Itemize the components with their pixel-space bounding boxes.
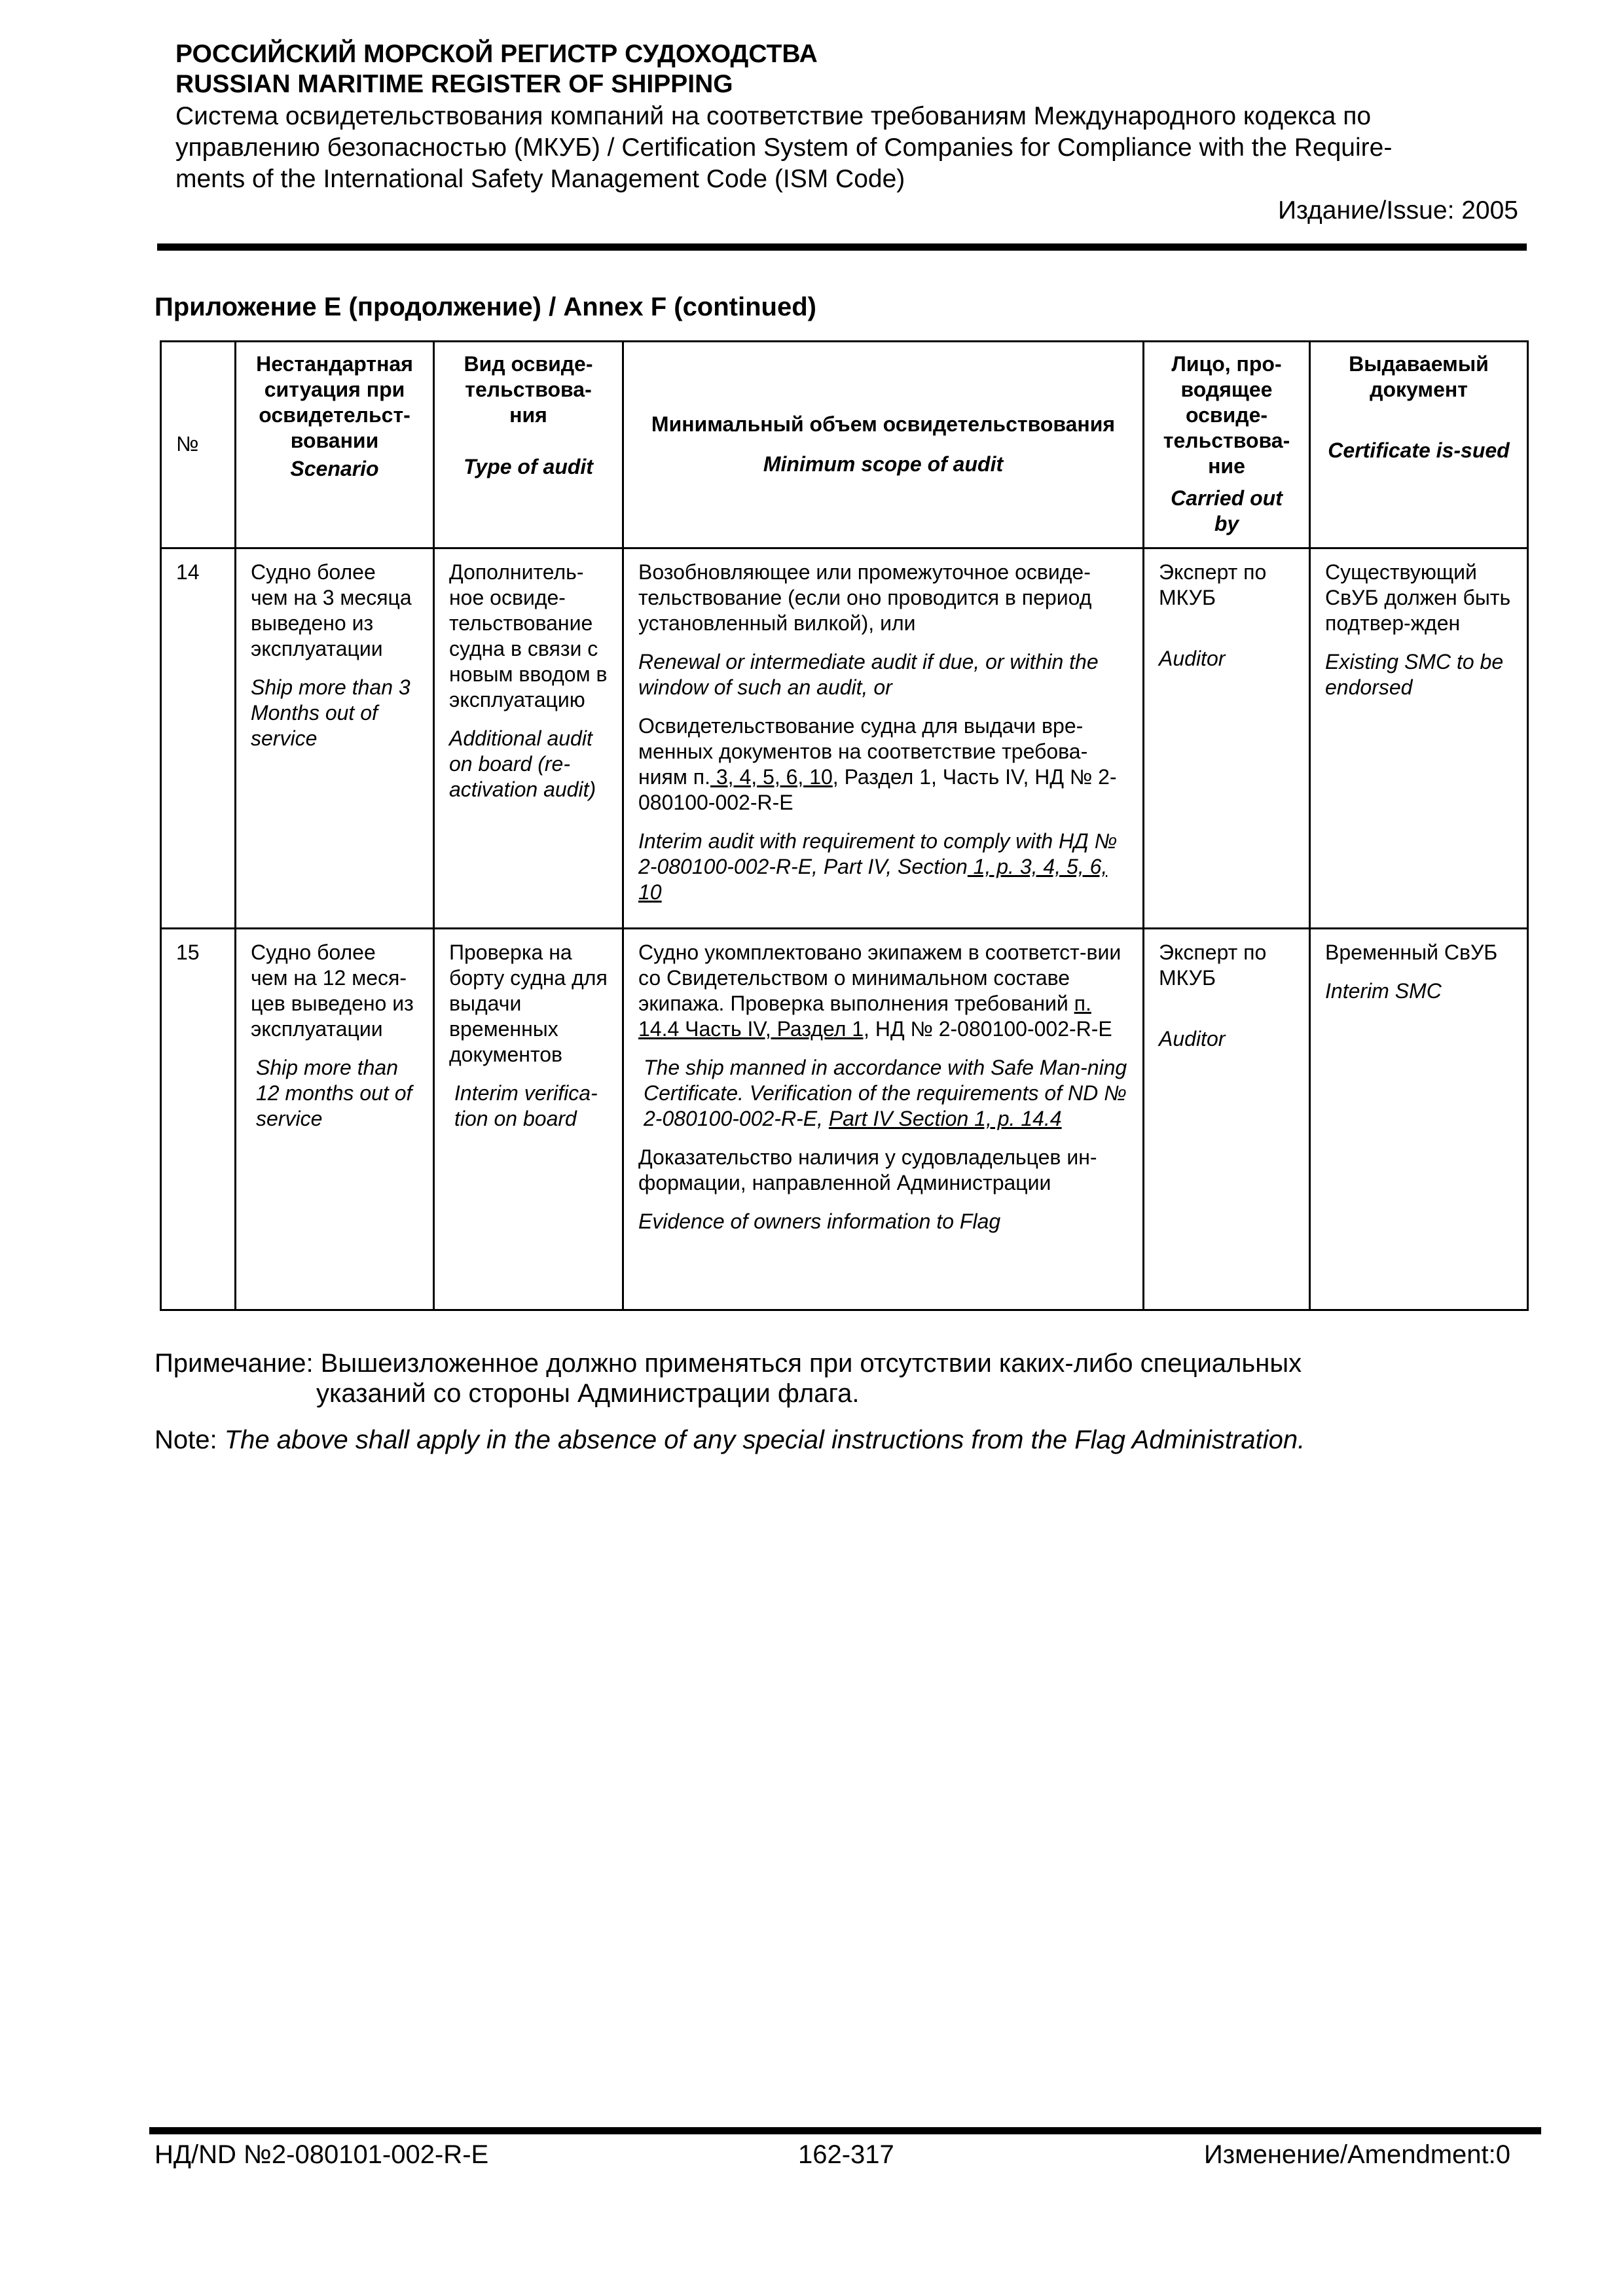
certificate-ru: Существующий СвУБ должен быть подтвер-жден [1325, 560, 1511, 635]
carried-out-by-cell [1144, 548, 1310, 929]
system-title [175, 101, 1524, 195]
table-row [161, 929, 1528, 1310]
header-scenario [236, 342, 434, 548]
header-type [434, 342, 623, 548]
scope-paragraph-ru [638, 940, 1128, 1042]
footer-doc-code: НД/ND №2-080101-002-R-E [155, 2140, 489, 2169]
footer-page-number: 162-317 [798, 2140, 894, 2169]
system-title-line-1: Система освидетельствования компаний на соответствие требованиям Международного кодекса по [175, 102, 1372, 130]
footer-amendment: Изменение/Amendment:0 [1204, 2140, 1510, 2169]
header-by-ru: Лицо, про-водящее освиде-тельствова-ние [1163, 352, 1290, 478]
type-en: Interim verifica-tion on board [454, 1081, 598, 1130]
note-ru-line-2: указаний со стороны Администрации флага. [316, 1379, 860, 1408]
header-doc-en: Certificate is-sued [1328, 439, 1510, 462]
certificate-cell [1310, 548, 1528, 929]
note-ru [155, 1348, 1302, 1408]
scope-text: НД № 2-080100-002-R-E [869, 1017, 1112, 1041]
scope-paragraph-ru [638, 713, 1128, 816]
scenario-en: Ship more than 12 months out of service [256, 1056, 412, 1130]
header-carried-out-by [1144, 342, 1310, 548]
note-en-label: Note: [155, 1426, 225, 1454]
header-scenario-en: Scenario [290, 457, 379, 480]
table-header-row [161, 342, 1528, 548]
header-number: № [161, 342, 236, 548]
scope-paragraph-ru: Доказательство наличия у судовладельцев ин-формации, направленной Администрации [638, 1145, 1097, 1194]
type-cell [434, 548, 623, 929]
type-cell [434, 929, 623, 1310]
scope-paragraph-en: Evidence of owners information to Flag [638, 1210, 1001, 1233]
certificate-en: Existing SMC to be endorsed [1325, 650, 1504, 699]
note-ru-line-1: Примечание: Вышеизложенное должно применяться при отсутствии каких-либо специальных [155, 1349, 1302, 1378]
certificate-en: Interim SMC [1325, 979, 1442, 1003]
header-scenario-ru: Нестандартная ситуация при освидетельст-вовании [256, 352, 413, 452]
note-en-text: The above shall apply in the absence of any special instructions from the Flag Administration. [224, 1426, 1305, 1454]
scope-paragraph-en: Renewal or intermediate audit if due, or within the window of such an audit, or [638, 650, 1099, 699]
type-ru: Дополнитель-ное освиде-тельствование судна в связи с новым вводом в эксплуатацию [449, 560, 608, 711]
scope-paragraph-en [638, 1055, 1128, 1132]
header-scope-ru: Минимальный объем освидетельствования [651, 412, 1116, 436]
scope-text: Освидетельствование судна для выдачи вре-менных документов на соответствие требова-ниям п. [638, 714, 1088, 789]
carried-out-by-ru: Эксперт по МКУБ [1159, 941, 1267, 990]
scope-paragraph-en [638, 829, 1128, 905]
scope-cell [623, 548, 1144, 929]
carried-out-by-en: Auditor [1159, 647, 1226, 670]
header-by-en: Carried out by [1171, 486, 1283, 535]
issue-label: Издание/Issue: 2005 [1278, 196, 1518, 224]
scope-text: , Раздел 1, Часть IV, НД № 2-080100-002-R-E [638, 765, 1117, 814]
header-rule [157, 243, 1527, 251]
table-row [161, 548, 1528, 929]
row-number: 15 [161, 929, 236, 1310]
audit-scenarios-table [160, 340, 1529, 1311]
certificate-ru: Временный СвУБ [1325, 941, 1498, 964]
type-ru: Проверка на борту судна для выдачи временных документов [449, 941, 608, 1066]
carried-out-by-ru: Эксперт по МКУБ [1159, 560, 1267, 609]
scope-text: Interim audit with requirement to comply with НД № 2-080100-002-R-E, Part IV, Section [638, 829, 1118, 878]
scenario-cell [236, 929, 434, 1310]
scenario-ru: Судно более чем на 12 меся-цев выведено из эксплуатации [251, 941, 414, 1041]
scope-cell [623, 929, 1144, 1310]
footer-rule [149, 2127, 1541, 2134]
header-doc-ru: Выдаваемый документ [1349, 352, 1489, 401]
scope-reference: 3, 4, 5, 6, 10 [710, 765, 833, 789]
header-scope-en: Minimum scope of audit [763, 452, 1004, 476]
scope-paragraph-ru: Возобновляющее или промежуточное освиде-тельствование (если оно проводится в период установленный вилкой), или [638, 560, 1092, 635]
header-certificate [1310, 342, 1528, 548]
scope-reference: п. 14.4 Часть IV, Раздел 1, [638, 992, 1091, 1041]
header-type-en: Type of audit [464, 455, 593, 478]
annex-title: Приложение Е (продолжение) / Annex F (continued) [155, 293, 816, 321]
system-title-line-3: ments of the International Safety Management Code (ISM Code) [175, 165, 905, 193]
header-scope [623, 342, 1144, 548]
carried-out-by-cell [1144, 929, 1310, 1310]
scope-text: The ship manned in accordance with Safe Man-ning Certificate. Verification of the requirements of ND № 2-080100-002-R-E, [644, 1056, 1127, 1130]
scope-text: Судно укомплектовано экипажем в соответст-вии со Свидетельством о минимальном составе экипажа. Проверка выполнения требований [638, 941, 1122, 1015]
scenario-en: Ship more than 3 Months out of service [251, 675, 410, 750]
scope-reference: Part IV Section 1, p. 14.4 [828, 1107, 1062, 1130]
scope-reference: 1, p. 3, 4, 5, 6, 10 [638, 855, 1108, 904]
org-name-en: RUSSIAN MARITIME REGISTER OF SHIPPING [175, 70, 733, 98]
carried-out-by-en: Auditor [1159, 1027, 1226, 1050]
type-en: Additional audit on board (re-activation audit) [449, 726, 596, 801]
header-type-ru: Вид освиде-тельствова-ния [464, 352, 593, 427]
note-en [155, 1426, 1305, 1455]
row-number: 14 [161, 548, 236, 929]
document-header [175, 39, 1524, 195]
scenario-ru: Судно более чем на 3 месяца выведено из эксплуатации [251, 560, 412, 660]
system-title-line-2: управлению безопасностью (МКУБ) / Certification System of Companies for Compliance with the Require- [175, 134, 1393, 162]
org-name-ru: РОССИЙСКИЙ МОРСКОЙ РЕГИСТР СУДОХОДСТВА [175, 40, 818, 68]
certificate-cell [1310, 929, 1528, 1310]
scenario-cell [236, 548, 434, 929]
